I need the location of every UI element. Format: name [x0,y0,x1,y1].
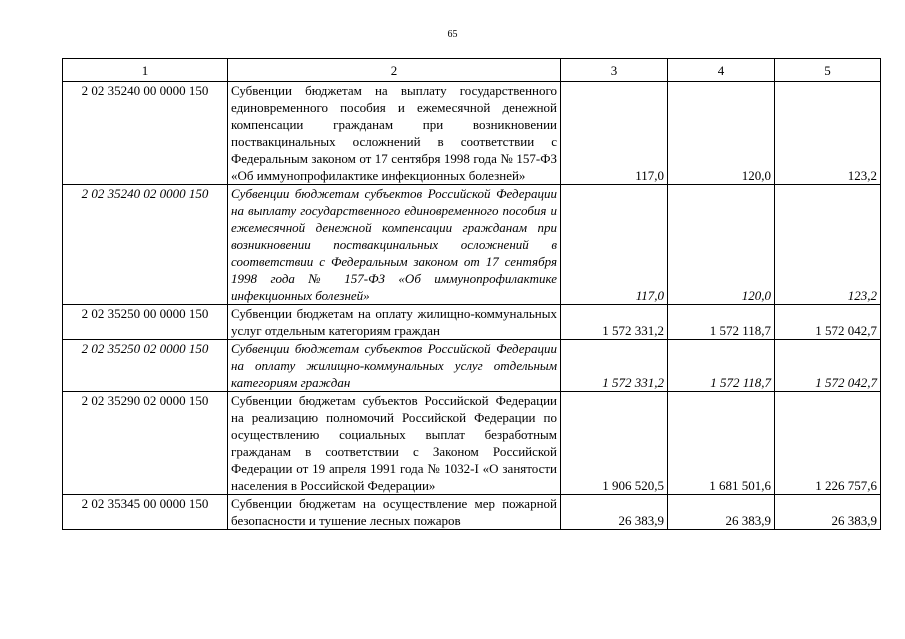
table-row [63,340,881,392]
budget-code-cell: 2 02 35345 00 0000 150 [63,495,228,530]
value-col5-cell: 123,2 [775,185,881,305]
value-col5-cell: 123,2 [775,82,881,185]
value-col5-cell: 1 572 042,7 [775,305,881,340]
value-col3-cell: 117,0 [561,185,668,305]
description-cell: Субвенции бюджетам субъектов Российской Федерации на выплату государственного единовременного пособия и ежемесячной денежной компенсации гражданам при возникновении поствакцинальных осложнений в соответствии с Федеральным законом от 17 сентября 1998 года № 157-ФЗ «Об иммунопрофилактике инфекционных болезней» [228,185,561,305]
description-cell: Субвенции бюджетам на выплату государственного единовременного пособия и ежемесячной денежной компенсации гражданам при возникновении поствакцинальных осложнений в соответствии с Федеральным законом от 17 сентября 1998 года № 157-ФЗ «Об иммунопрофилактике инфекционных болезней» [228,82,561,185]
value-col3-cell: 1 906 520,5 [561,392,668,495]
table-header-row [63,59,881,82]
column-header-2: 2 [228,59,561,82]
table-row [63,305,881,340]
column-header-4: 4 [668,59,775,82]
description-cell: Субвенции бюджетам на оплату жилищно-коммунальных услуг отдельным категориям граждан [228,305,561,340]
budget-table [62,58,881,530]
value-col3-cell: 1 572 331,2 [561,340,668,392]
value-col4-cell: 120,0 [668,82,775,185]
value-col4-cell: 26 383,9 [668,495,775,530]
budget-code-cell: 2 02 35290 02 0000 150 [63,392,228,495]
value-col5-cell: 1 572 042,7 [775,340,881,392]
budget-code-cell: 2 02 35250 02 0000 150 [63,340,228,392]
column-header-1: 1 [63,59,228,82]
value-col3-cell: 117,0 [561,82,668,185]
value-col3-cell: 26 383,9 [561,495,668,530]
page-number: 65 [447,29,458,40]
column-header-5: 5 [775,59,881,82]
table-row [63,185,881,305]
budget-code-cell: 2 02 35250 00 0000 150 [63,305,228,340]
description-cell: Субвенции бюджетам субъектов Российской Федерации на реализацию полномочий Российской Федерации по осуществлению социальных выплат безработным гражданам в соответствии с Законом Российской Федерации от 19 апреля 1991 года № 1032-I «О занятости населения в Российской Федерации» [228,392,561,495]
value-col4-cell: 1 681 501,6 [668,392,775,495]
value-col5-cell: 26 383,9 [775,495,881,530]
description-cell: Субвенции бюджетам субъектов Российской Федерации на оплату жилищно-коммунальных услуг отдельным категориям граждан [228,340,561,392]
table-row [63,392,881,495]
budget-code-cell: 2 02 35240 00 0000 150 [63,82,228,185]
description-cell: Субвенции бюджетам на осуществление мер пожарной безопасности и тушение лесных пожаров [228,495,561,530]
value-col5-cell: 1 226 757,6 [775,392,881,495]
table-row [63,82,881,185]
value-col4-cell: 1 572 118,7 [668,305,775,340]
table-body [63,82,881,530]
value-col4-cell: 1 572 118,7 [668,340,775,392]
column-header-3: 3 [561,59,668,82]
value-col3-cell: 1 572 331,2 [561,305,668,340]
budget-code-cell: 2 02 35240 02 0000 150 [63,185,228,305]
table-row [63,495,881,530]
value-col4-cell: 120,0 [668,185,775,305]
